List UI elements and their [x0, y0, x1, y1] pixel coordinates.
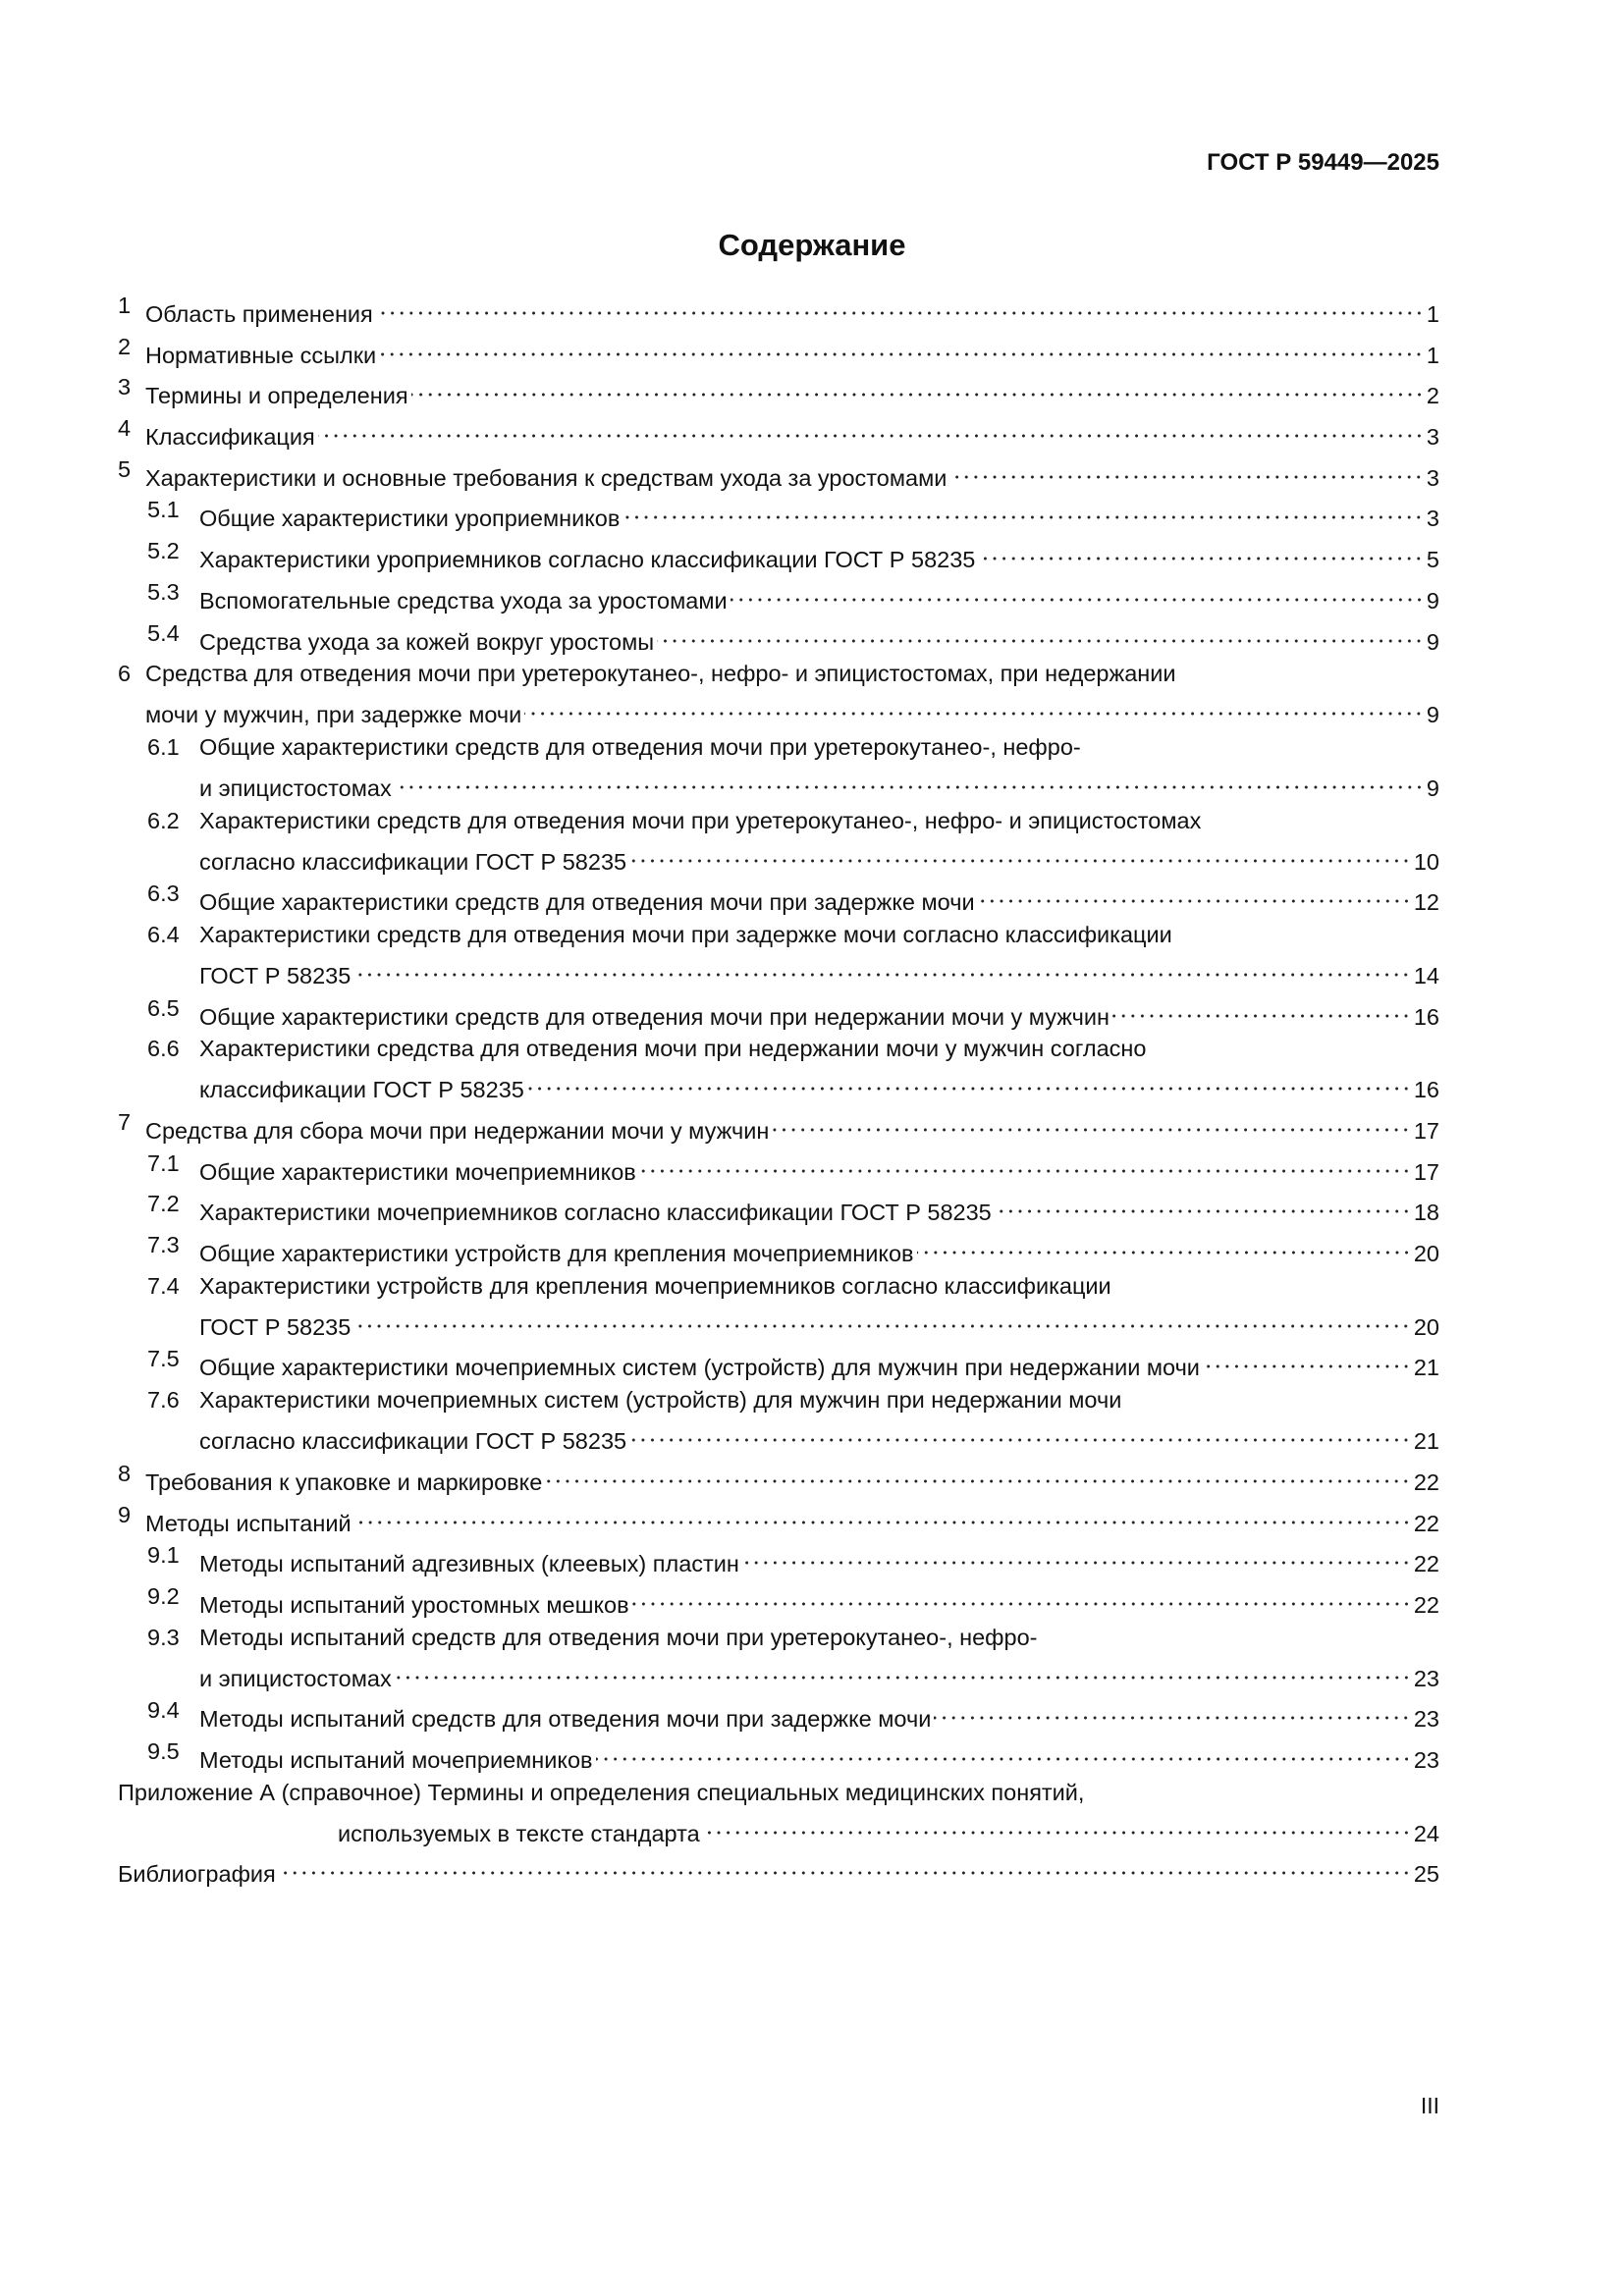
dot-leader: [395, 764, 1424, 796]
toc-entry-number: 5.1: [147, 497, 180, 523]
dot-leader: [934, 1694, 1411, 1727]
toc-entry-number: 9.5: [147, 1737, 180, 1764]
toc-entry-title: Общие характеристики средств для отведения мочи при задержке мочи: [199, 889, 975, 916]
dot-leader: [978, 535, 1424, 567]
toc-entry-number: 7.6: [147, 1387, 180, 1414]
toc-entry[interactable]: [118, 535, 1439, 573]
dot-leader: [639, 1148, 1411, 1180]
toc-entry-title: согласно классификации ГОСТ Р 58235: [199, 1428, 627, 1455]
dot-leader: [395, 1654, 1411, 1686]
toc-entry-number: 6: [118, 661, 132, 687]
dot-leader: [354, 1499, 1411, 1531]
toc-entry[interactable]: [118, 371, 1439, 409]
dot-leader: [629, 1416, 1411, 1449]
toc-entry-number: 7.3: [147, 1232, 180, 1258]
toc-entry-title: Средства ухода за кожей вокруг уростомы: [199, 628, 655, 655]
toc-entry[interactable]: [118, 454, 1439, 491]
toc-entry[interactable]: [118, 658, 1439, 728]
toc-entry-number: 4: [118, 415, 132, 442]
toc-entry[interactable]: [118, 1270, 1439, 1340]
toc-entry-title: Характеристики устройств для крепления мочеприемников согласно классификации: [199, 1272, 1111, 1299]
toc-page-number: 16: [1413, 1003, 1439, 1030]
toc-entry-title: и эпицистостомах: [199, 1665, 392, 1691]
toc-entry-number: 9: [118, 1501, 132, 1527]
dot-leader: [657, 617, 1424, 650]
dot-leader: [379, 331, 1424, 363]
toc-entry-title: Характеристики средства для отведения мочи при недержании мочи у мужчин согласно: [199, 1036, 1147, 1062]
toc-entry-title: Термины и определения: [145, 383, 408, 409]
dot-leader: [772, 1106, 1410, 1139]
toc-entry[interactable]: [118, 576, 1439, 614]
toc-entry-title: Требования к упаковке и маркировке: [145, 1468, 543, 1495]
toc-entry-number: 5.3: [147, 578, 180, 605]
toc-entry[interactable]: [118, 1229, 1439, 1267]
toc-page-number: 10: [1413, 848, 1439, 875]
toc-entry-title: ГОСТ Р 58235: [199, 962, 352, 988]
toc-page-number: 21: [1413, 1355, 1439, 1381]
toc-entry-title: Область применения: [145, 301, 373, 327]
toc-entry-title: Средства для сбора мочи при недержании мочи у мужчин: [145, 1118, 770, 1144]
dot-leader: [545, 1458, 1411, 1490]
toc-page-number: 24: [1413, 1820, 1439, 1846]
dot-leader: [596, 1735, 1411, 1768]
toc-page-number: 17: [1413, 1118, 1439, 1144]
toc-entry[interactable]: [118, 878, 1439, 916]
toc-entry-title: Методы испытаний: [145, 1510, 352, 1536]
toc-entry-title: ГОСТ Р 58235: [199, 1313, 352, 1340]
toc-entry[interactable]: [118, 617, 1439, 655]
toc-entry-title: используемых в тексте стандарта: [338, 1820, 700, 1846]
toc-entry-title: Методы испытаний адгезивных (клеевых) пластин: [199, 1551, 739, 1577]
toc-entry[interactable]: [118, 1694, 1439, 1733]
toc-entry-title: Методы испытаний уростомных мешков: [199, 1591, 629, 1618]
toc-entry[interactable]: [118, 1539, 1439, 1577]
dot-leader: [1203, 1343, 1411, 1375]
toc-entry-title: Библиография: [118, 1861, 276, 1888]
page-number: III: [1420, 2093, 1439, 2118]
toc-entry-title: Характеристики мочеприемников согласно классификации ГОСТ Р 58235: [199, 1200, 992, 1226]
toc-entry-title: Характеристики уроприемников согласно классификации ГОСТ Р 58235: [199, 547, 976, 573]
dot-leader: [279, 1849, 1411, 1882]
toc-entry[interactable]: [118, 412, 1439, 451]
toc-entry-number: 1: [118, 293, 132, 318]
dot-leader: [527, 1065, 1411, 1097]
toc-entry[interactable]: [118, 1106, 1439, 1144]
toc-page-number: 1: [1426, 342, 1439, 368]
toc-entry-number: 5.4: [147, 619, 180, 646]
toc-entry[interactable]: [118, 1777, 1439, 1846]
toc-entry-number: 9.2: [147, 1582, 180, 1609]
toc-page-number: 22: [1413, 1551, 1439, 1577]
dot-leader: [318, 412, 1424, 445]
toc-entry-title: Характеристики средств для отведения мочи при уретерокутанео-, нефро- и эпицистостомах: [199, 807, 1202, 833]
toc-entry-number: 9.3: [147, 1624, 180, 1650]
toc-entry-number: 6.5: [147, 994, 180, 1021]
toc-entry-number: 7: [118, 1109, 132, 1135]
dot-leader: [742, 1539, 1411, 1572]
toc-entry-title: Общие характеристики уроприемников: [199, 506, 621, 532]
toc-entry-number: 8: [118, 1460, 132, 1486]
toc-entry[interactable]: [118, 1622, 1439, 1691]
toc-page-number: 23: [1413, 1706, 1439, 1733]
toc-page-number: 3: [1426, 464, 1439, 491]
toc-entry-title: Классификация: [145, 424, 315, 451]
toc-entry[interactable]: [118, 1849, 1439, 1888]
toc-entry-number: 5: [118, 455, 132, 482]
toc-page-number: 5: [1426, 547, 1439, 573]
toc-entry-number: 7.1: [147, 1149, 180, 1176]
toc-entry-number: 9.4: [147, 1697, 180, 1724]
toc-entry-title: Методы испытаний средств для отведения мочи при задержке мочи: [199, 1706, 932, 1733]
toc-page-number: 3: [1426, 506, 1439, 532]
toc-entry[interactable]: [118, 919, 1439, 988]
toc-entry[interactable]: [118, 1148, 1439, 1185]
toc-entry-title: Общие характеристики мочеприемников: [199, 1158, 636, 1185]
dot-leader: [703, 1809, 1411, 1842]
toc-entry-title: мочи у мужчин, при задержке мочи: [145, 702, 522, 728]
toc-entry-number: 3: [118, 374, 132, 400]
toc-page-number: 9: [1426, 628, 1439, 655]
toc-page-number: 22: [1413, 1591, 1439, 1618]
page-title: Содержание: [718, 228, 906, 262]
document-code: ГОСТ Р 59449—2025: [1207, 149, 1439, 176]
toc-entry-title: Вспомогательные средства ухода за уростомами: [199, 587, 728, 614]
toc-entry-number: 5.2: [147, 538, 180, 564]
toc-page-number: 21: [1413, 1428, 1439, 1455]
dot-leader: [376, 290, 1424, 322]
toc-page-number: 20: [1413, 1313, 1439, 1340]
toc-entry-title: классификации ГОСТ Р 58235: [199, 1077, 524, 1103]
toc-page-number: 2: [1426, 383, 1439, 409]
toc-entry-number: 6.1: [147, 733, 180, 760]
toc-page-number: 14: [1413, 962, 1439, 988]
toc-page-number: 3: [1426, 424, 1439, 451]
toc-page-number: 16: [1413, 1077, 1439, 1103]
toc-entry[interactable]: [118, 494, 1439, 532]
toc-page-number: 17: [1413, 1158, 1439, 1185]
toc-entry[interactable]: [118, 1384, 1439, 1455]
dot-leader: [917, 1229, 1411, 1261]
toc-entry-title: Характеристики мочеприемных систем (устройств) для мужчин при недержании мочи: [199, 1387, 1122, 1414]
dot-leader: [978, 878, 1411, 910]
toc-entry-title: Общие характеристики устройств для крепления мочеприемников: [199, 1241, 914, 1267]
toc-entry-title: Общие характеристики средств для отведения мочи при недержании мочи у мужчин: [199, 1003, 1110, 1030]
toc-entry-title: и эпицистостомах: [199, 774, 392, 801]
toc-entry-title: Методы испытаний мочеприемников: [199, 1746, 593, 1773]
toc-entry-title: Методы испытаний средств для отведения мочи при уретерокутанео-, нефро-: [199, 1624, 1038, 1650]
dot-leader: [629, 837, 1411, 870]
toc-page-number: 20: [1413, 1241, 1439, 1267]
toc-entry-title: Нормативные ссылки: [145, 342, 377, 368]
dot-leader: [995, 1188, 1411, 1220]
toc-entry-title: Характеристики и основные требования к средствам ухода за уростомами: [145, 464, 947, 491]
dot-leader: [411, 371, 1424, 403]
dot-leader: [1112, 992, 1411, 1025]
toc-page-number: 22: [1413, 1468, 1439, 1495]
toc-page-number: 9: [1426, 587, 1439, 614]
toc-entry[interactable]: [118, 1580, 1439, 1618]
toc-entry-number: 6.4: [147, 921, 180, 947]
toc-entry[interactable]: [118, 992, 1439, 1030]
dot-leader: [949, 454, 1424, 486]
toc-entry-number: 7.4: [147, 1272, 180, 1299]
toc-entry[interactable]: [118, 1343, 1439, 1381]
dot-leader: [353, 1303, 1411, 1335]
table-of-contents: [118, 290, 1439, 1891]
dot-leader: [524, 690, 1424, 722]
toc-entry-title: Общие характеристики средств для отведения мочи при уретерокутанео-, нефро-: [199, 733, 1081, 760]
toc-entry-number: 9.1: [147, 1542, 180, 1569]
dot-leader: [731, 576, 1424, 609]
toc-page-number: 9: [1426, 774, 1439, 801]
toc-page-number: 9: [1426, 702, 1439, 728]
toc-entry-number: 6.2: [147, 807, 180, 833]
toc-entry[interactable]: [118, 1735, 1439, 1773]
toc-entry[interactable]: [118, 1499, 1439, 1536]
toc-entry[interactable]: [118, 731, 1439, 801]
toc-entry[interactable]: [118, 290, 1439, 327]
toc-entry[interactable]: [118, 1458, 1439, 1495]
toc-entry[interactable]: [118, 1188, 1439, 1226]
toc-entry-number: 2: [118, 333, 132, 359]
toc-entry-number: 7.2: [147, 1191, 180, 1217]
toc-entry[interactable]: [118, 1033, 1439, 1103]
toc-entry-title: Приложение А (справочное) Термины и определения специальных медицинских понятий,: [118, 1779, 1085, 1805]
toc-entry[interactable]: [118, 805, 1439, 875]
toc-page-number: 23: [1413, 1665, 1439, 1691]
toc-page-number: 25: [1413, 1861, 1439, 1888]
toc-entry-number: 7.5: [147, 1346, 180, 1372]
toc-page-number: 12: [1413, 889, 1439, 916]
toc-page-number: 18: [1413, 1200, 1439, 1226]
toc-entry-title: Средства для отведения мочи при уретерокутанео-, нефро- и эпицистостомах, при недержании: [145, 661, 1176, 687]
toc-page-number: 22: [1413, 1510, 1439, 1536]
toc-entry[interactable]: [118, 331, 1439, 368]
dot-leader: [623, 494, 1424, 526]
toc-entry-title: Характеристики средств для отведения мочи при задержке мочи согласно классификации: [199, 921, 1172, 947]
toc-entry-title: Общие характеристики мочеприемных систем (устройств) для мужчин при недержании мочи: [199, 1355, 1200, 1381]
toc-page-number: 1: [1426, 301, 1439, 327]
toc-entry-number: 6.6: [147, 1036, 180, 1062]
dot-leader: [632, 1580, 1411, 1613]
toc-entry-title: согласно классификации ГОСТ Р 58235: [199, 848, 627, 875]
toc-page-number: 23: [1413, 1746, 1439, 1773]
toc-entry-number: 6.3: [147, 881, 180, 907]
dot-leader: [353, 951, 1411, 984]
